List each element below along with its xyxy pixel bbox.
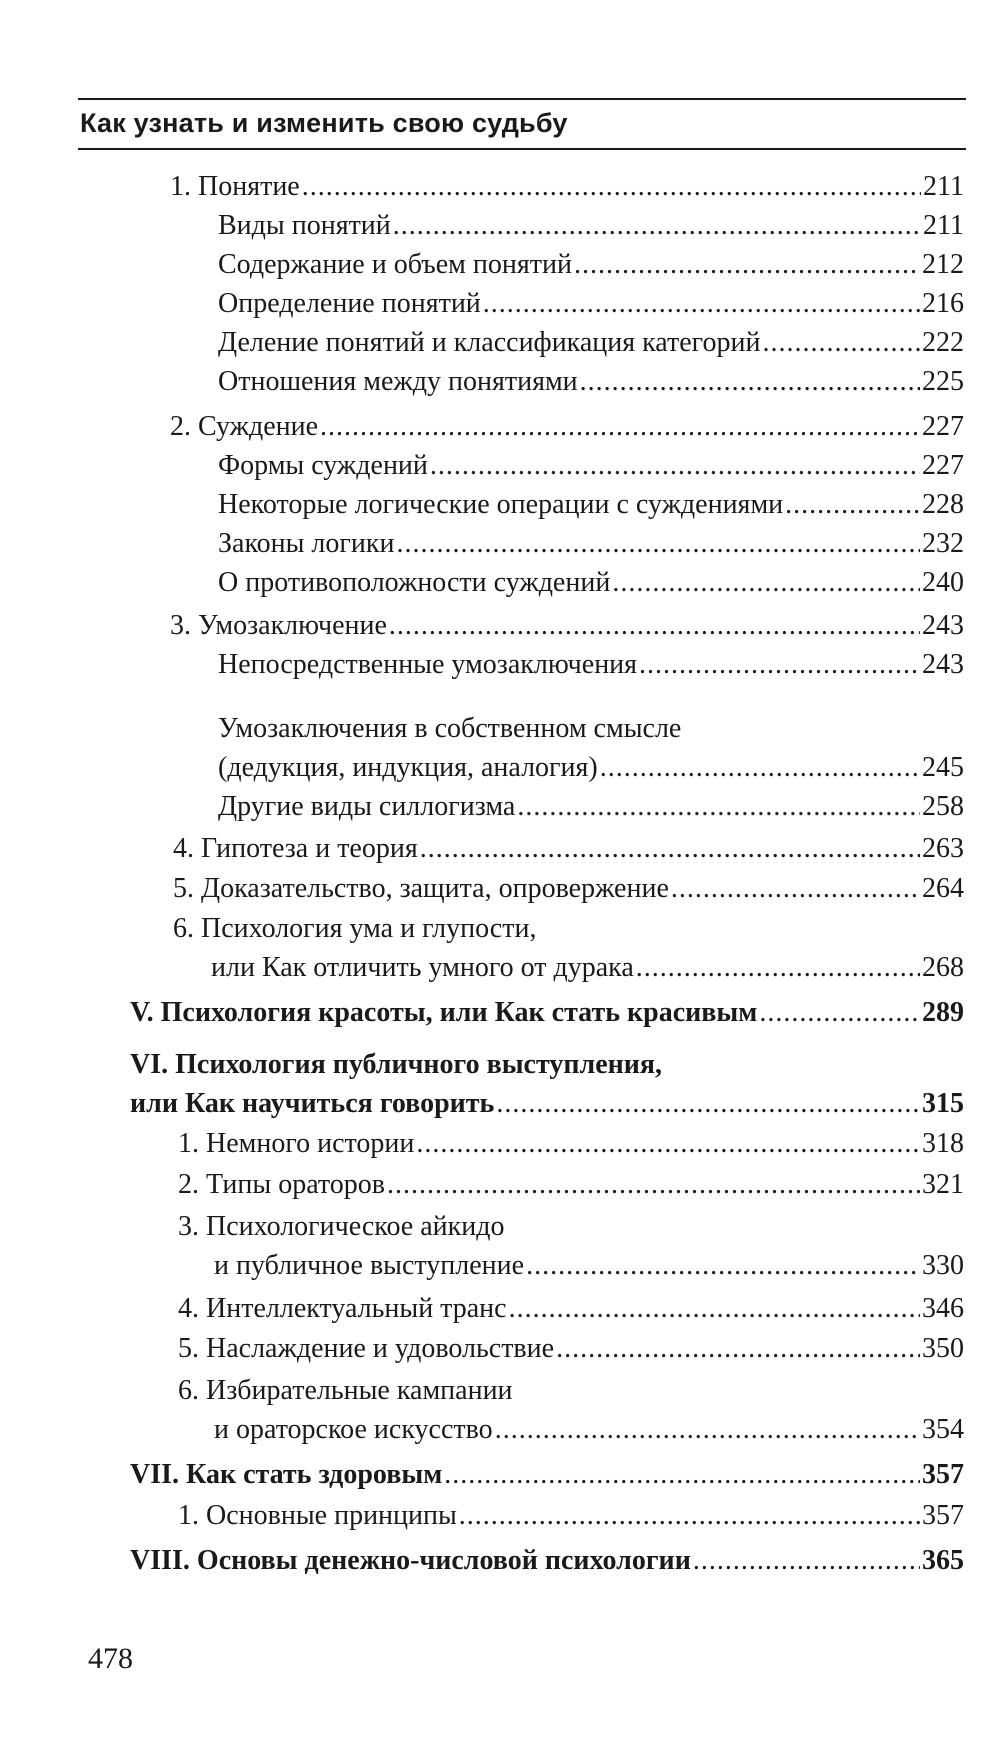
toc-entry-title-line1: 3. Психологическое айкидо (178, 1211, 505, 1242)
toc-entry-page: 240 (922, 567, 964, 598)
toc-entry-page: 212 (922, 249, 964, 280)
toc-entry-page: 321 (922, 1169, 964, 1200)
toc-chapter-entry[interactable] (130, 1085, 964, 1123)
leader-dots (420, 830, 920, 868)
toc-entry[interactable] (173, 830, 964, 868)
toc-entry-title: 4. Гипотеза и теория (173, 833, 418, 864)
toc-entry[interactable] (178, 1497, 964, 1535)
leader-dots (444, 1456, 920, 1494)
leader-dots (526, 1247, 920, 1285)
leader-dots (302, 168, 921, 206)
leader-dots (496, 1085, 920, 1123)
running-head: Как узнать и изменить свою судьбу (80, 108, 568, 138)
leader-dots (759, 994, 920, 1032)
toc-entry-title: Некоторые логические операции с суждениями (218, 489, 784, 520)
toc-entry-page: 365 (922, 1545, 964, 1576)
toc-entry-title: 5. Доказательство, защита, опровержение (173, 873, 669, 904)
toc-entry-title: (дедукция, индукция, аналогия) (218, 752, 598, 783)
toc-entry-title: 2. Суждение (170, 411, 319, 442)
toc-entry[interactable] (178, 1166, 964, 1204)
toc-entry-page: 357 (922, 1459, 964, 1490)
toc-entry[interactable] (214, 1247, 964, 1285)
toc-entry-title-line1: VI. Психология публичного выступления, (130, 1049, 663, 1080)
toc-entry-page: 211 (923, 210, 964, 241)
toc-entry-page: 243 (922, 649, 964, 680)
toc-entry-page: 354 (922, 1414, 964, 1445)
leader-dots (509, 1290, 920, 1328)
toc-entry-page: 357 (922, 1500, 964, 1531)
toc-entry[interactable] (218, 525, 964, 563)
leader-dots (556, 1330, 920, 1368)
toc-entry-page: 216 (922, 288, 964, 319)
toc-entry[interactable] (211, 949, 964, 987)
toc-entry-page: 315 (922, 1088, 964, 1119)
toc-entry-title: О противоположности суждений (218, 567, 611, 598)
toc-chapter-entry[interactable] (130, 994, 964, 1032)
toc-entry-page: 228 (922, 489, 964, 520)
toc-entry-page: 227 (922, 411, 964, 442)
leader-dots (580, 363, 920, 401)
toc-entry-title: Формы суждений (218, 450, 428, 481)
toc-entry-title: Содержание и объем понятий (218, 249, 572, 280)
leader-dots (389, 607, 920, 645)
leader-dots (416, 1125, 920, 1163)
toc-entry-page: 263 (922, 833, 964, 864)
leader-dots (785, 486, 920, 524)
toc-entry[interactable] (218, 207, 964, 245)
toc-entry-page: 245 (922, 752, 964, 783)
toc-entry[interactable] (218, 363, 964, 401)
toc-entry[interactable] (218, 246, 964, 284)
toc-entry-page: 225 (922, 366, 964, 397)
page-number: 478 (88, 1642, 133, 1675)
leader-dots (495, 1411, 920, 1449)
toc-entry[interactable] (214, 1411, 964, 1449)
leader-dots (320, 408, 920, 446)
toc-entry-page: 289 (922, 997, 964, 1028)
leader-dots (387, 1166, 920, 1204)
toc-entry[interactable] (218, 788, 964, 826)
toc-entry-page: 318 (922, 1128, 964, 1159)
toc-entry-page: 211 (923, 171, 964, 202)
leader-dots (600, 749, 920, 787)
toc-entry[interactable] (218, 646, 964, 684)
toc-entry[interactable] (170, 408, 964, 446)
toc-entry-title: и ораторское искусство (214, 1414, 493, 1445)
leader-dots (517, 788, 920, 826)
leader-dots (459, 1497, 920, 1535)
toc-entry-page: 346 (922, 1293, 964, 1324)
toc-entry-title: или Как отличить умного от дурака (211, 952, 634, 983)
toc-entry-title: 5. Наслаждение и удовольствие (178, 1333, 555, 1364)
toc-entry[interactable] (170, 168, 964, 206)
leader-dots (396, 525, 920, 563)
toc-entry-title: Непосредственные умозаключения (218, 649, 638, 680)
toc-entry[interactable] (173, 870, 964, 908)
toc-entry[interactable] (178, 1330, 964, 1368)
leader-dots (762, 324, 920, 362)
leader-dots (430, 447, 920, 485)
toc-chapter-entry[interactable] (130, 1456, 964, 1494)
toc-entry-title: Законы логики (218, 528, 395, 559)
toc-entry-title: 3. Умозаключение (170, 610, 387, 641)
toc-entry-title: или Как научиться говорить (130, 1088, 495, 1119)
toc-entry-title: V. Психология красоты, или Как стать красивым (130, 997, 758, 1028)
toc-entry-title: Отношения между понятиями (218, 366, 578, 397)
toc-entry-page: 243 (922, 610, 964, 641)
leader-dots (574, 246, 920, 284)
toc-entry[interactable] (178, 1290, 964, 1328)
toc-entry-page: 232 (922, 528, 964, 559)
toc-entry-page: 222 (922, 327, 964, 358)
toc-entry[interactable] (178, 1125, 964, 1163)
toc-entry-title: Определение понятий (218, 288, 481, 319)
leader-dots (393, 207, 921, 245)
toc-entry[interactable] (218, 749, 964, 787)
toc-entry-title: и публичное выступление (214, 1250, 525, 1281)
toc-entry[interactable] (218, 285, 964, 323)
leader-dots (693, 1542, 920, 1580)
toc-entry-title: VII. Как стать здоровым (130, 1459, 443, 1490)
toc-entry-page: 330 (922, 1250, 964, 1281)
toc-entry-title: 4. Интеллектуальный транс (178, 1293, 507, 1324)
toc-entry-title-line1: 6. Избирательные кампании (178, 1375, 513, 1406)
toc-entry-page: 258 (922, 791, 964, 822)
toc-entry-title-line1: Умозаключения в собственном смысле (218, 713, 682, 744)
toc-entry[interactable] (218, 564, 964, 602)
leader-dots (636, 949, 920, 987)
toc-entry-page: 350 (922, 1333, 964, 1364)
toc-entry-page: 268 (922, 952, 964, 983)
toc-entry-title: 1. Понятие (170, 171, 300, 202)
toc-chapter-entry[interactable] (130, 1542, 964, 1580)
leader-dots (612, 564, 920, 602)
toc-entry-page: 264 (922, 873, 964, 904)
toc-entry[interactable] (218, 447, 964, 485)
toc-entry-title: Деление понятий и классификация категорий (218, 327, 761, 358)
toc-entry-page: 227 (922, 450, 964, 481)
toc-entry-title: 1. Основные принципы (178, 1500, 457, 1531)
toc-entry-title-line1: 6. Психология ума и глупости, (173, 913, 537, 944)
toc-entry-title: 2. Типы ораторов (178, 1169, 385, 1200)
toc-entry[interactable] (218, 486, 964, 524)
leader-dots (639, 646, 920, 684)
toc-entry[interactable] (170, 607, 964, 645)
leader-dots (483, 285, 920, 323)
toc-entry[interactable] (218, 324, 964, 362)
leader-dots (671, 870, 920, 908)
toc-entry-title: Другие виды силлогизма (218, 791, 516, 822)
toc-entry-title: VIII. Основы денежно-числовой психологии (130, 1545, 691, 1576)
toc-entry-title: Виды понятий (218, 210, 391, 241)
toc-entry-title: 1. Немного истории (178, 1128, 415, 1159)
